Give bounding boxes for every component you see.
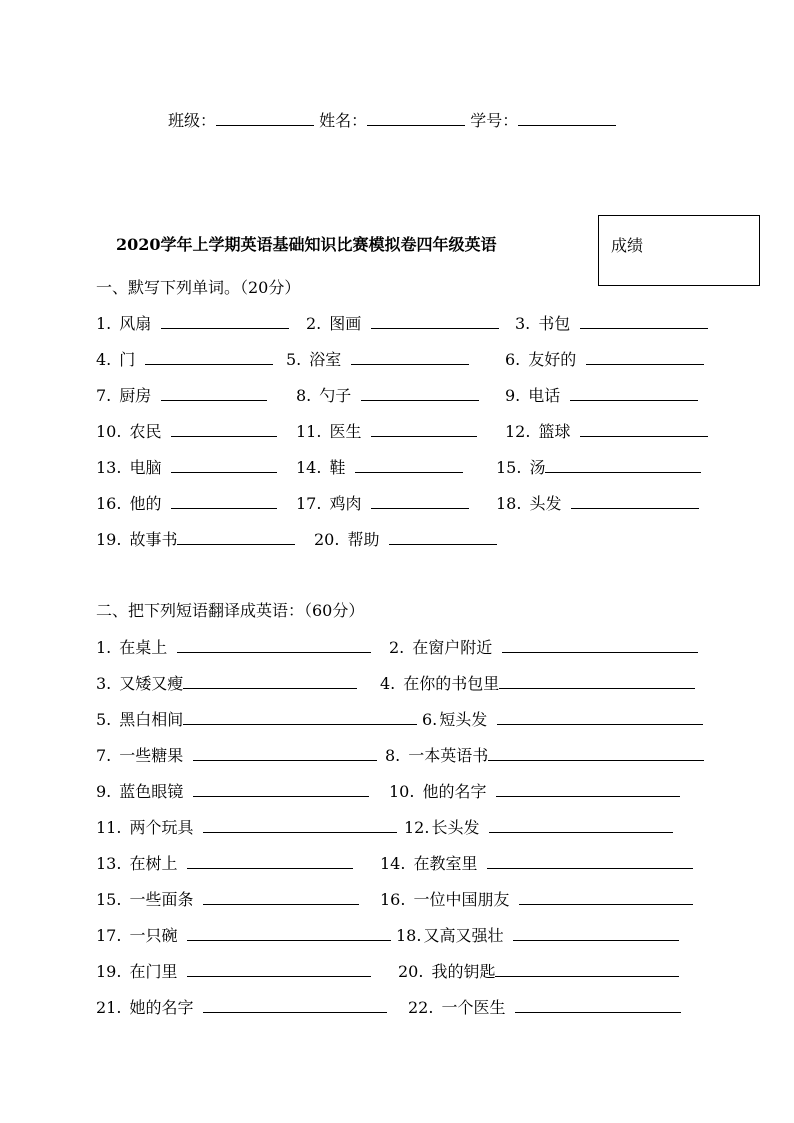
- answer-field[interactable]: [193, 746, 377, 761]
- list-item: 1. 在桌上: [96, 635, 371, 658]
- list-item: 9. 电话: [505, 383, 698, 406]
- answer-field[interactable]: [171, 422, 277, 437]
- list-item: 13. 在树上: [96, 851, 353, 874]
- answer-field[interactable]: [571, 494, 699, 509]
- list-item: 16. 一位中国朋友: [380, 887, 693, 910]
- answer-field[interactable]: [171, 458, 277, 473]
- answer-field[interactable]: [183, 674, 357, 689]
- list-item: 17. 鸡肉: [296, 491, 469, 514]
- answer-field[interactable]: [580, 422, 708, 437]
- answer-field[interactable]: [519, 890, 693, 905]
- answer-field[interactable]: [177, 638, 371, 653]
- answer-field[interactable]: [570, 386, 698, 401]
- list-item: 15. 汤: [496, 455, 701, 478]
- list-item: 6. 友好的: [505, 347, 704, 370]
- list-item: 13. 电脑: [96, 455, 277, 478]
- answer-field[interactable]: [171, 494, 277, 509]
- answer-field[interactable]: [371, 314, 499, 329]
- answer-field[interactable]: [495, 962, 679, 977]
- answer-field[interactable]: [502, 638, 698, 653]
- list-item: 1. 风扇: [96, 311, 289, 334]
- answer-field[interactable]: [187, 854, 353, 869]
- answer-field[interactable]: [586, 350, 704, 365]
- answer-field[interactable]: [183, 710, 417, 725]
- list-item: 2. 在窗户附近: [389, 635, 698, 658]
- list-item: 18. 又高又强壮: [396, 923, 679, 946]
- answer-field[interactable]: [513, 926, 679, 941]
- section1-heading: 一、默写下列单词。（20分）: [96, 278, 301, 297]
- list-item: 19. 在门里: [96, 959, 371, 982]
- list-item: 21. 她的名字: [96, 995, 387, 1018]
- answer-field[interactable]: [488, 746, 704, 761]
- answer-field[interactable]: [371, 494, 469, 509]
- list-item: 5. 浴室: [286, 347, 469, 370]
- list-item: 11. 两个玩具: [96, 815, 397, 838]
- answer-field[interactable]: [161, 386, 267, 401]
- list-item: 12. 篮球: [505, 419, 708, 442]
- list-item: 14. 鞋: [296, 455, 463, 478]
- list-item: 9. 蓝色眼镜: [96, 779, 369, 802]
- answer-field[interactable]: [545, 458, 701, 473]
- answer-field[interactable]: [145, 350, 273, 365]
- list-item: 4. 在你的书包里: [380, 671, 695, 694]
- list-item: 2. 图画: [306, 311, 499, 334]
- section2-heading: 二、把下列短语翻译成英语：（60分）: [96, 601, 365, 620]
- answer-field[interactable]: [203, 818, 397, 833]
- answer-field[interactable]: [203, 890, 359, 905]
- answer-field[interactable]: [496, 782, 680, 797]
- answer-field[interactable]: [177, 530, 295, 545]
- list-item: 4. 门: [96, 347, 273, 370]
- list-item: 14. 在教室里: [380, 851, 693, 874]
- student-info-line: [168, 108, 616, 131]
- answer-field[interactable]: [487, 854, 693, 869]
- list-item: 12. 长头发: [404, 815, 673, 838]
- list-item: 10. 他的名字: [389, 779, 680, 802]
- list-item: 17. 一只碗: [96, 923, 391, 946]
- name-field[interactable]: [367, 111, 465, 126]
- list-item: 19. 故事书: [96, 527, 295, 550]
- answer-field[interactable]: [161, 314, 289, 329]
- list-item: 22. 一个医生: [408, 995, 681, 1018]
- class-field[interactable]: [216, 111, 314, 126]
- answer-field[interactable]: [203, 998, 387, 1013]
- answer-field[interactable]: [497, 710, 703, 725]
- answer-field[interactable]: [489, 818, 673, 833]
- list-item: 6. 短头发: [422, 707, 703, 730]
- list-item: 11. 医生: [296, 419, 477, 442]
- id-field[interactable]: [518, 111, 616, 126]
- name-label: 姓名：: [319, 111, 368, 130]
- id-label: 学号：: [470, 111, 519, 130]
- list-item: 3. 又矮又瘦: [96, 671, 357, 694]
- class-label: 班级：: [168, 111, 217, 130]
- answer-field[interactable]: [371, 422, 477, 437]
- list-item: 20. 我的钥匙: [398, 959, 679, 982]
- score-box: [598, 215, 760, 286]
- list-item: 10. 农民: [96, 419, 277, 442]
- score-label: 成绩: [611, 236, 644, 255]
- answer-field[interactable]: [193, 782, 369, 797]
- list-item: 3. 书包: [515, 311, 708, 334]
- list-item: 15. 一些面条: [96, 887, 359, 910]
- answer-field[interactable]: [389, 530, 497, 545]
- list-item: 7. 厨房: [96, 383, 267, 406]
- answer-field[interactable]: [515, 998, 681, 1013]
- list-item: 7. 一些糖果: [96, 743, 377, 766]
- answer-field[interactable]: [355, 458, 463, 473]
- page-title: 2020学年上学期英语基础知识比赛模拟卷四年级英语: [116, 235, 497, 254]
- list-item: 20. 帮助: [314, 527, 497, 550]
- answer-field[interactable]: [499, 674, 695, 689]
- answer-field[interactable]: [187, 962, 371, 977]
- answer-field[interactable]: [351, 350, 469, 365]
- list-item: 5. 黑白相间: [96, 707, 417, 730]
- list-item: 8. 一本英语书: [385, 743, 704, 766]
- answer-field[interactable]: [580, 314, 708, 329]
- list-item: 16. 他的: [96, 491, 277, 514]
- answer-field[interactable]: [361, 386, 479, 401]
- list-item: 18. 头发: [496, 491, 699, 514]
- answer-field[interactable]: [187, 926, 391, 941]
- list-item: 8. 勺子: [296, 383, 479, 406]
